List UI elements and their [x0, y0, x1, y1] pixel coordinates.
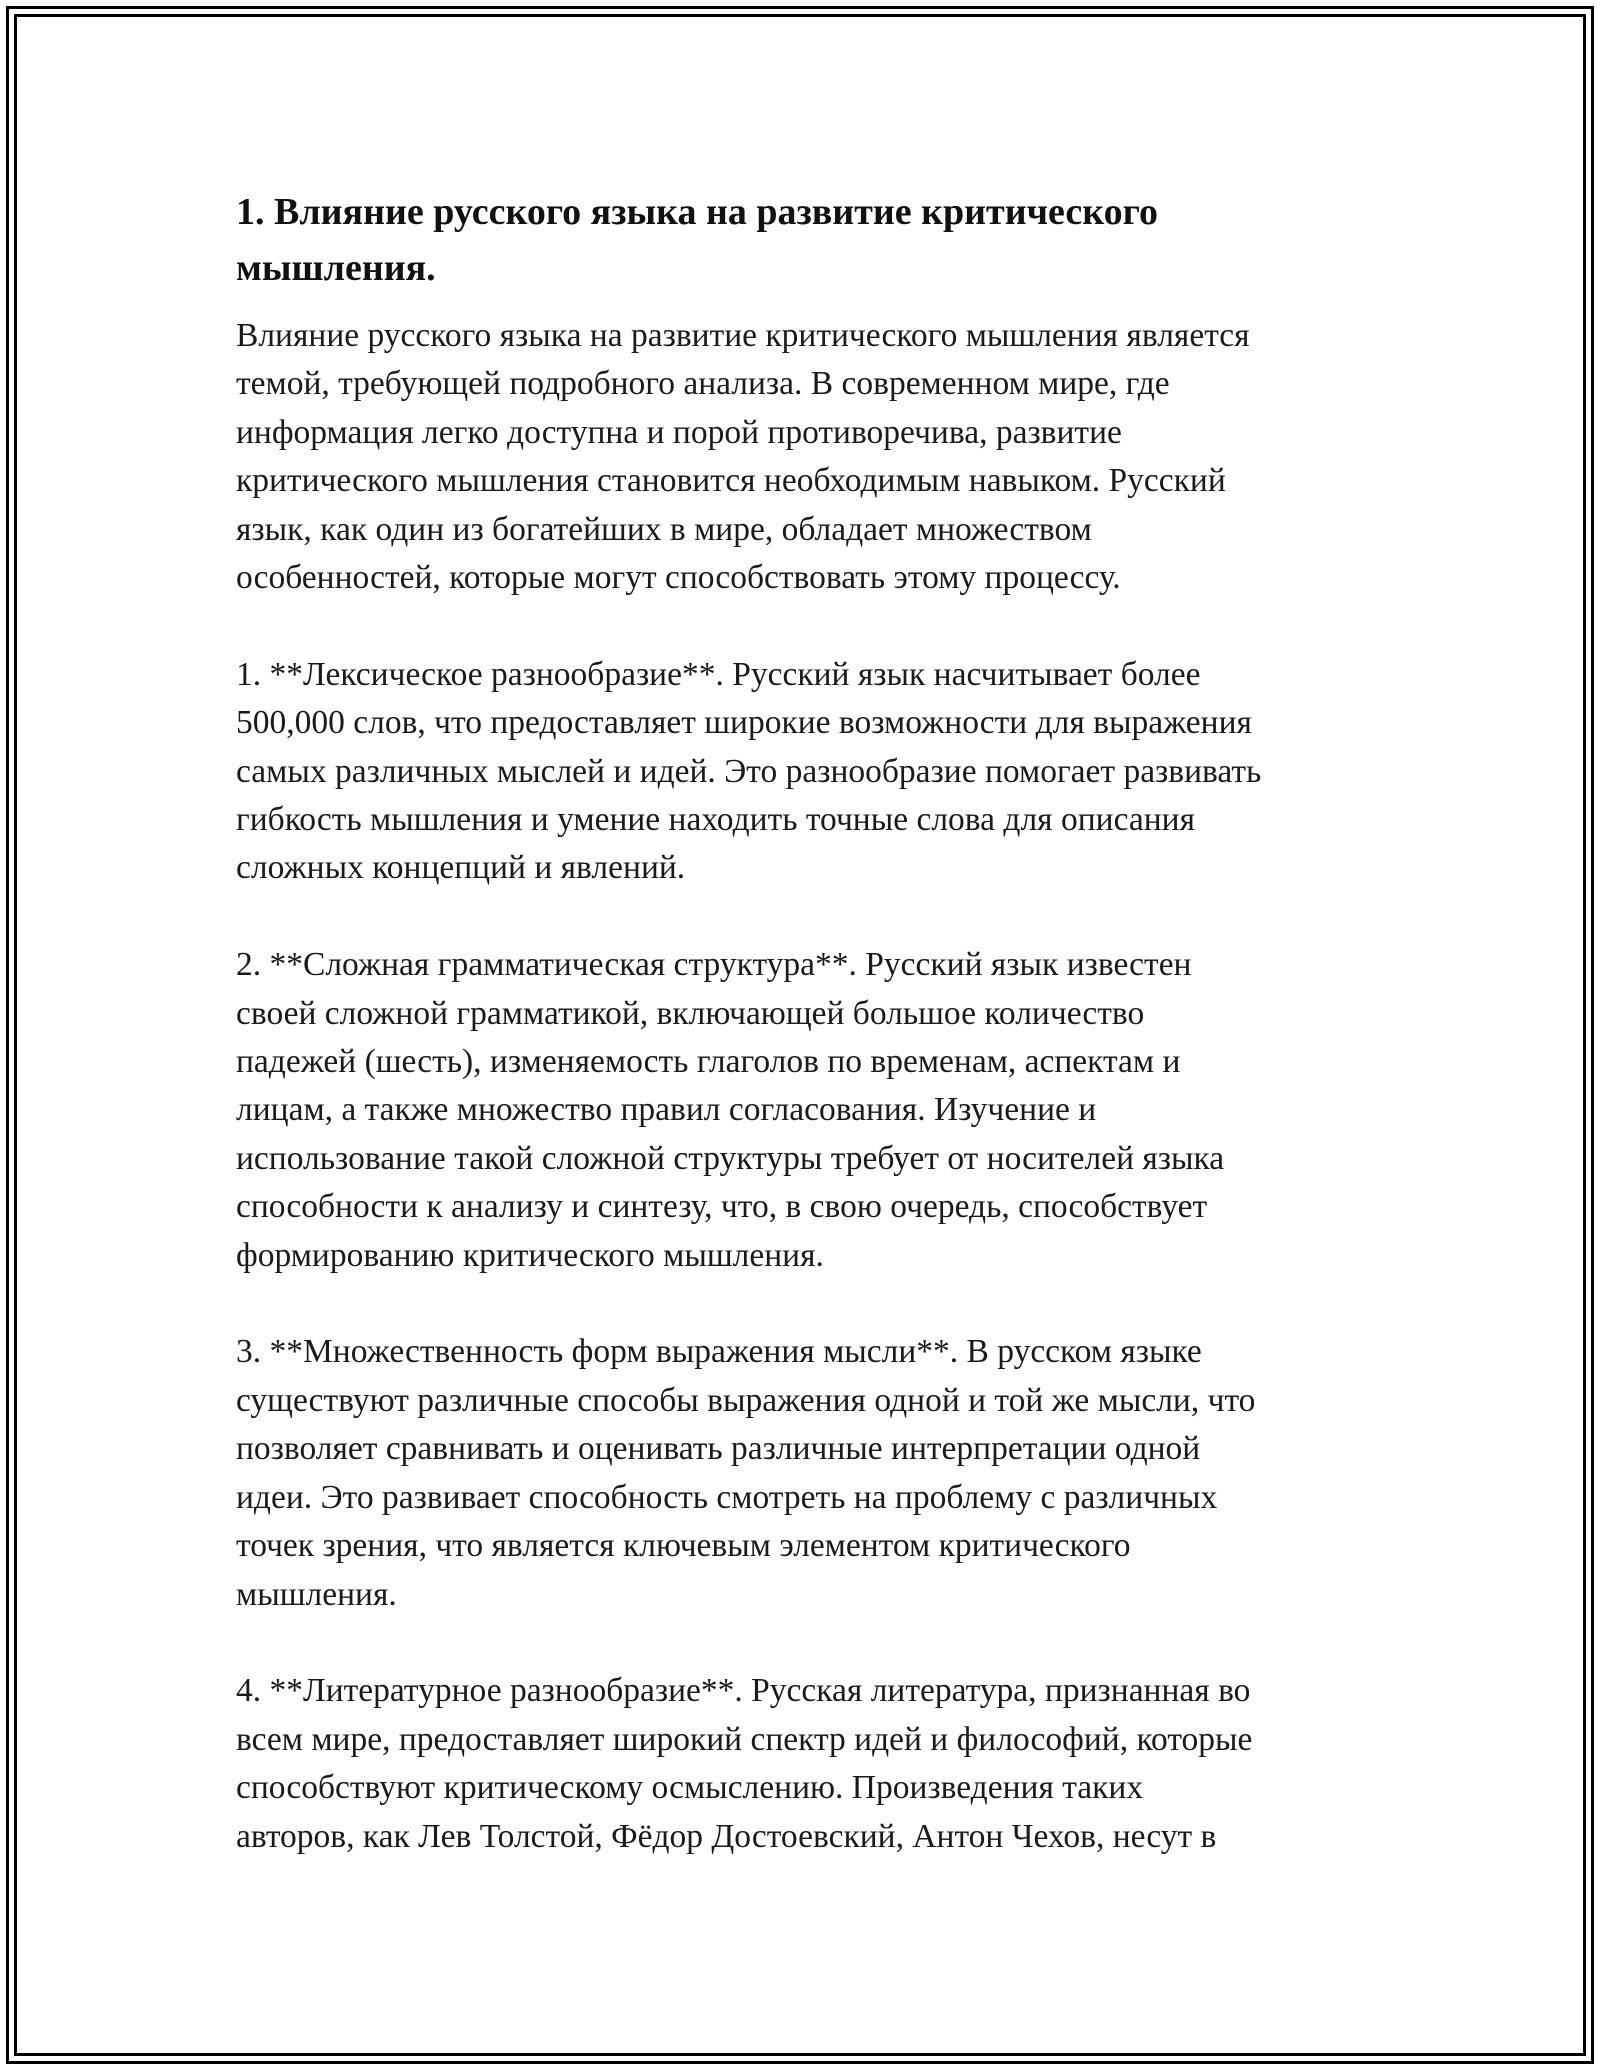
text-line: информация легко доступна и порой противоречива, развитие	[236, 413, 1122, 451]
text-line: 3. **Множественность форм выражения мысли**. В русском языке	[236, 1333, 1202, 1371]
text-line: падежей (шесть), изменяемость глаголов по временам, аспектам и	[236, 1043, 1181, 1081]
text-line: авторов, как Лев Толстой, Фёдор Достоевский, Антон Чехов, несут в	[236, 1817, 1217, 1855]
text-line: точек зрения, что является ключевым элементом критического	[236, 1527, 1131, 1565]
text-line: идеи. Это развивает способность смотреть на проблему с различных	[236, 1478, 1218, 1516]
text-line: 1. **Лексическое разнообразие**. Русский язык насчитывает более	[236, 655, 1201, 693]
heading-line: мышления.	[236, 247, 436, 289]
text-line: мышления.	[236, 1575, 397, 1613]
text-line: 500,000 слов, что предоставляет широкие возможности для выражения	[236, 704, 1252, 742]
text-line: сложных концепций и явлений.	[236, 849, 686, 887]
text-line: существуют различные способы выражения одной и той же мысли, что	[236, 1381, 1256, 1419]
heading-line: 1. Влияние русского языка на развитие критического	[236, 191, 1158, 233]
text-line: всем мире, предоставляет широкий спектр идей и философий, которые	[236, 1720, 1253, 1758]
text-line: темой, требующей подробного анализа. В современном мире, где	[236, 365, 1170, 403]
text-line: способствуют критическому осмыслению. Произведения таких	[236, 1769, 1144, 1807]
text-line: особенностей, которые могут способствовать этому процессу.	[236, 559, 1121, 597]
point-4-paragraph	[236, 1667, 1386, 1861]
intro-paragraph	[236, 312, 1386, 602]
text-line: своей сложной грамматикой, включающей большое количество	[236, 994, 1145, 1032]
text-line: гибкость мышления и умение находить точные слова для описания	[236, 801, 1195, 839]
text-line: формированию критического мышления.	[236, 1236, 824, 1274]
text-line: позволяет сравнивать и оценивать различные интерпретации одной	[236, 1430, 1201, 1468]
point-2-paragraph	[236, 941, 1386, 1280]
text-line: критического мышления становится необходимым навыком. Русский	[236, 462, 1226, 500]
text-line: Влияние русского языка на развитие критического мышления является	[236, 317, 1250, 354]
point-3-paragraph	[236, 1328, 1386, 1618]
point-1-paragraph	[236, 651, 1386, 893]
section-heading	[236, 184, 1386, 296]
text-line: язык, как один из богатейших в мире, обладает множеством	[236, 510, 1092, 548]
text-line: 4. **Литературное разнообразие**. Русская литература, признанная во	[236, 1672, 1251, 1710]
text-line: использование такой сложной структуры требует от носителей языка	[236, 1139, 1225, 1177]
document-body	[236, 184, 1386, 1909]
text-line: способности к анализу и синтезу, что, в свою очередь, способствует	[236, 1188, 1208, 1226]
text-line: 2. **Сложная грамматическая структура**. Русский язык известен	[236, 946, 1192, 984]
text-line: самых различных мыслей и идей. Это разнообразие помогает развивать	[236, 752, 1262, 790]
text-line: лицам, а также множество правил согласования. Изучение и	[236, 1091, 1097, 1129]
